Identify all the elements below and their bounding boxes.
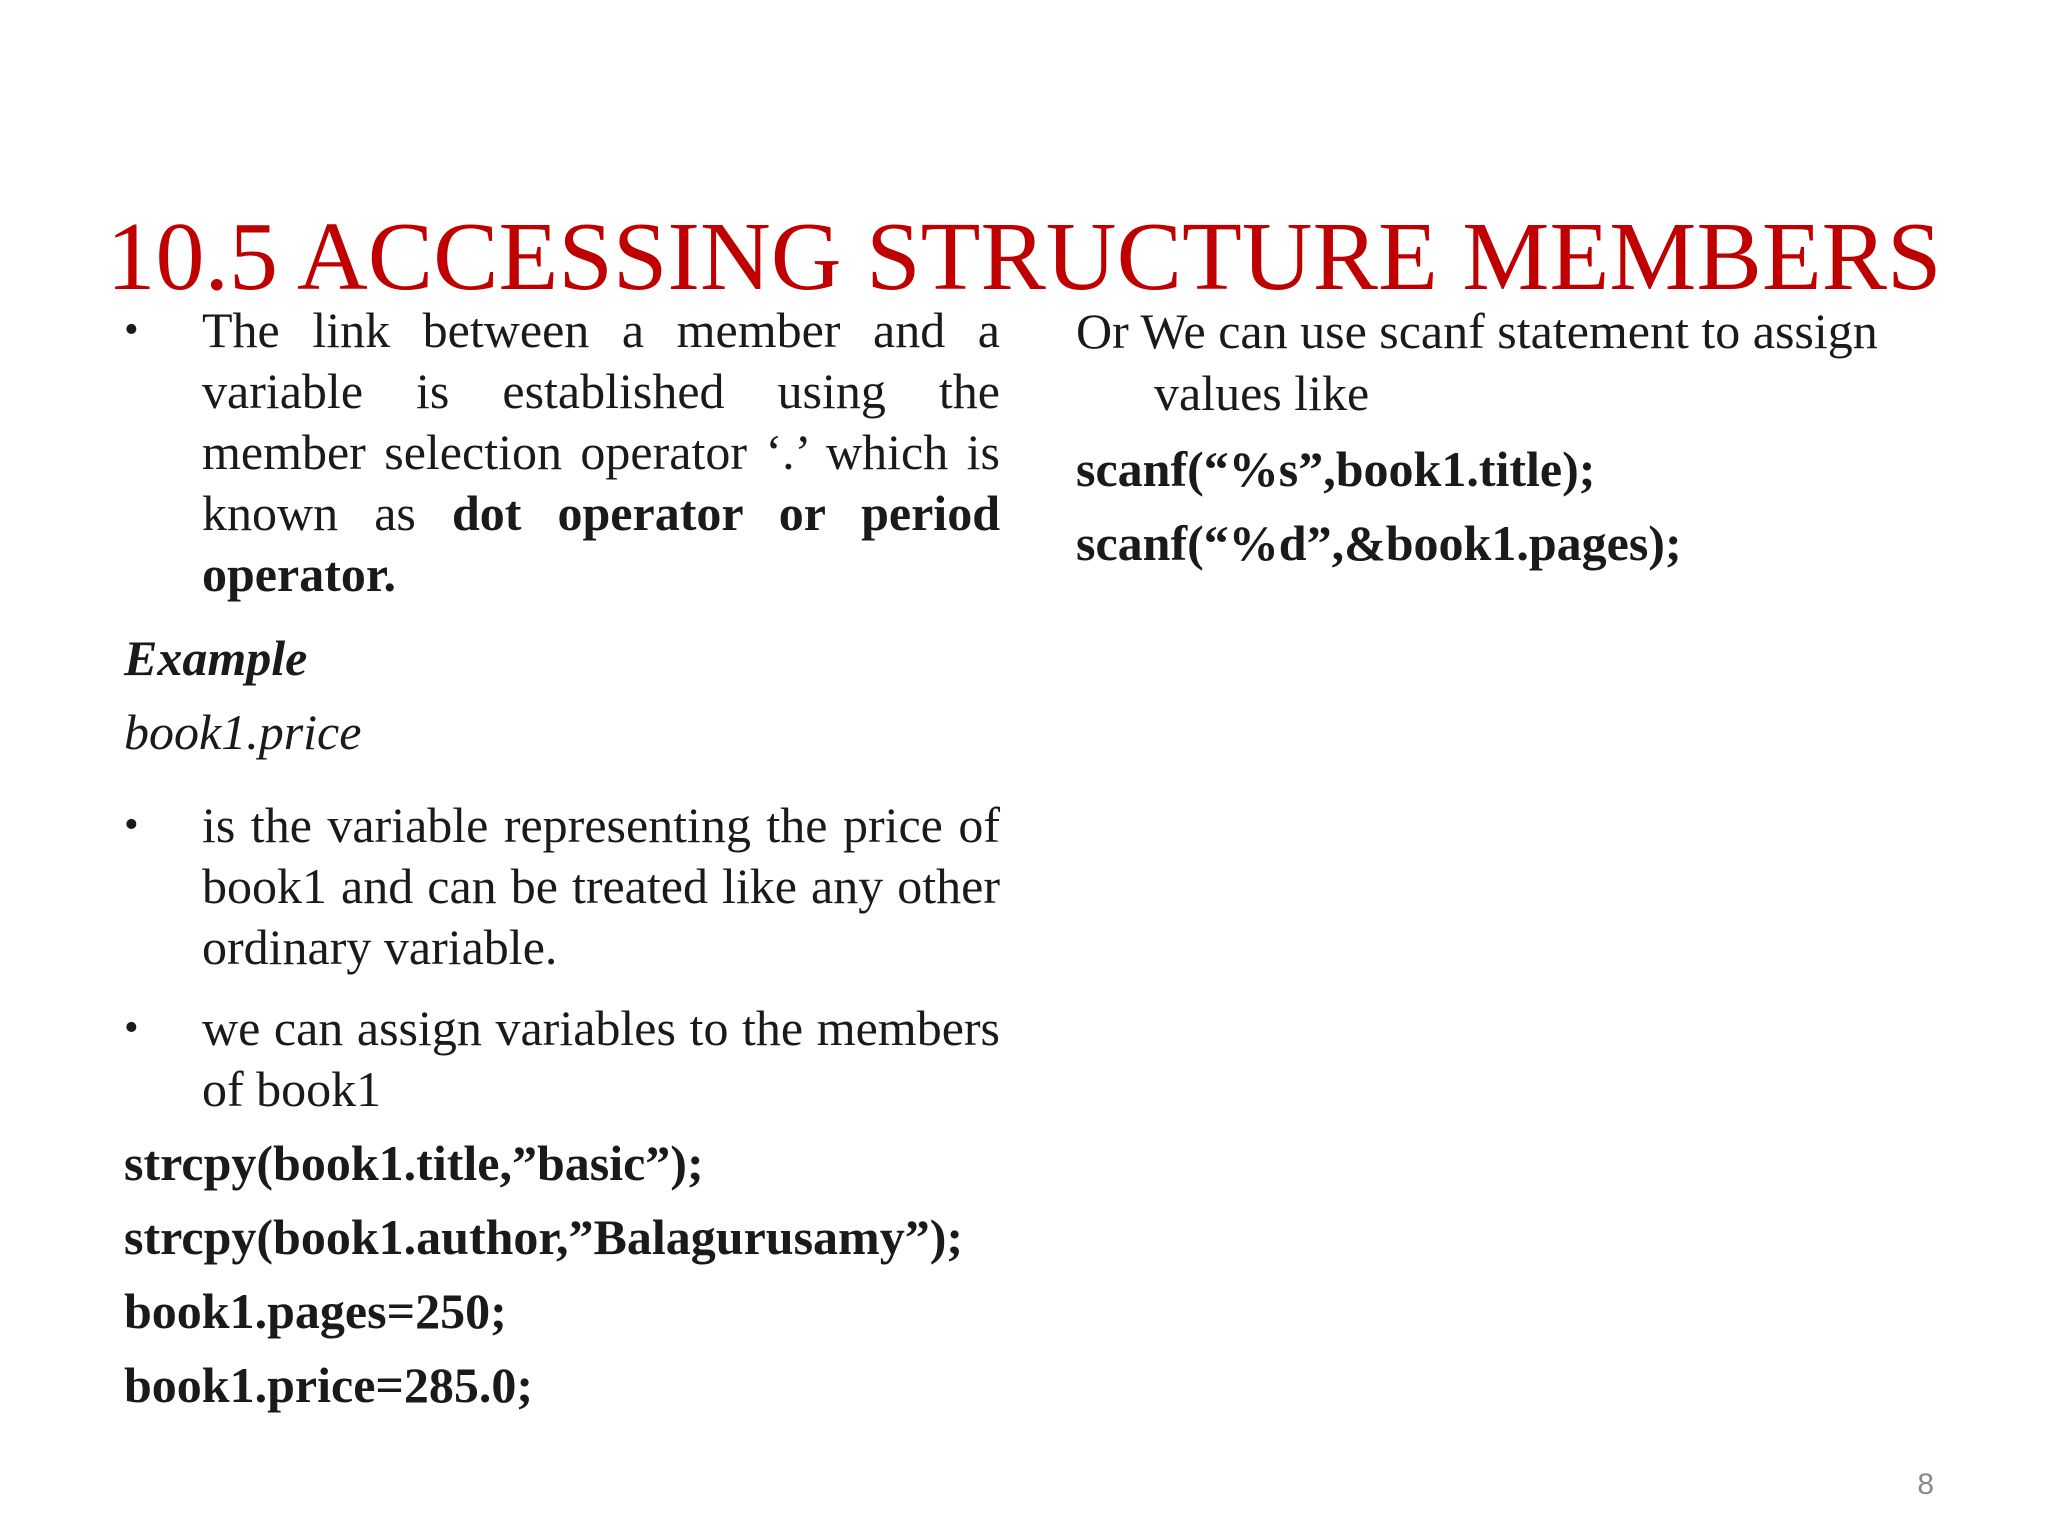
code-line: strcpy(book1.title,”basic”);: [124, 1135, 704, 1191]
code-line: scanf(“%s”,book1.title);: [1076, 441, 1596, 497]
right-column: [1076, 300, 1936, 580]
bullet-icon: •: [124, 1005, 139, 1051]
left-column: [124, 300, 1000, 1422]
bullet-variable-description: [124, 795, 1000, 978]
code-line: book1.pages=250;: [124, 1283, 507, 1339]
bullet-dot-operator: [124, 300, 1000, 605]
example-heading: Example: [124, 630, 308, 686]
bullet-bold-text: dot operator or period operator.: [202, 485, 1000, 602]
bullet-icon: •: [124, 307, 139, 353]
code-line: strcpy(book1.author,”Balagurusamy”);: [124, 1209, 963, 1265]
scanf-intro-text: Or We can use scanf statement to assign values like: [1076, 303, 1878, 421]
code-line: scanf(“%d”,&book1.pages);: [1076, 515, 1682, 571]
example-variable: book1.price: [124, 704, 362, 760]
bullet-text: is the variable representing the price of book1 and can be treated like any other ordinary variable.: [202, 797, 1000, 975]
page-number: 8: [1917, 1468, 1934, 1501]
bullet-icon: •: [124, 802, 139, 848]
code-line: book1.price=285.0;: [124, 1357, 534, 1413]
slide-title: 10.5 ACCESSING STRUCTURE MEMBERS: [106, 202, 1942, 311]
bullet-text: we can assign variables to the members of book1: [202, 1000, 1000, 1117]
bullet-assign-variables: [124, 998, 1000, 1120]
bullet-text: The link between a member and a variable is established using the member selection operator ‘.’ which is known as: [202, 302, 1000, 541]
